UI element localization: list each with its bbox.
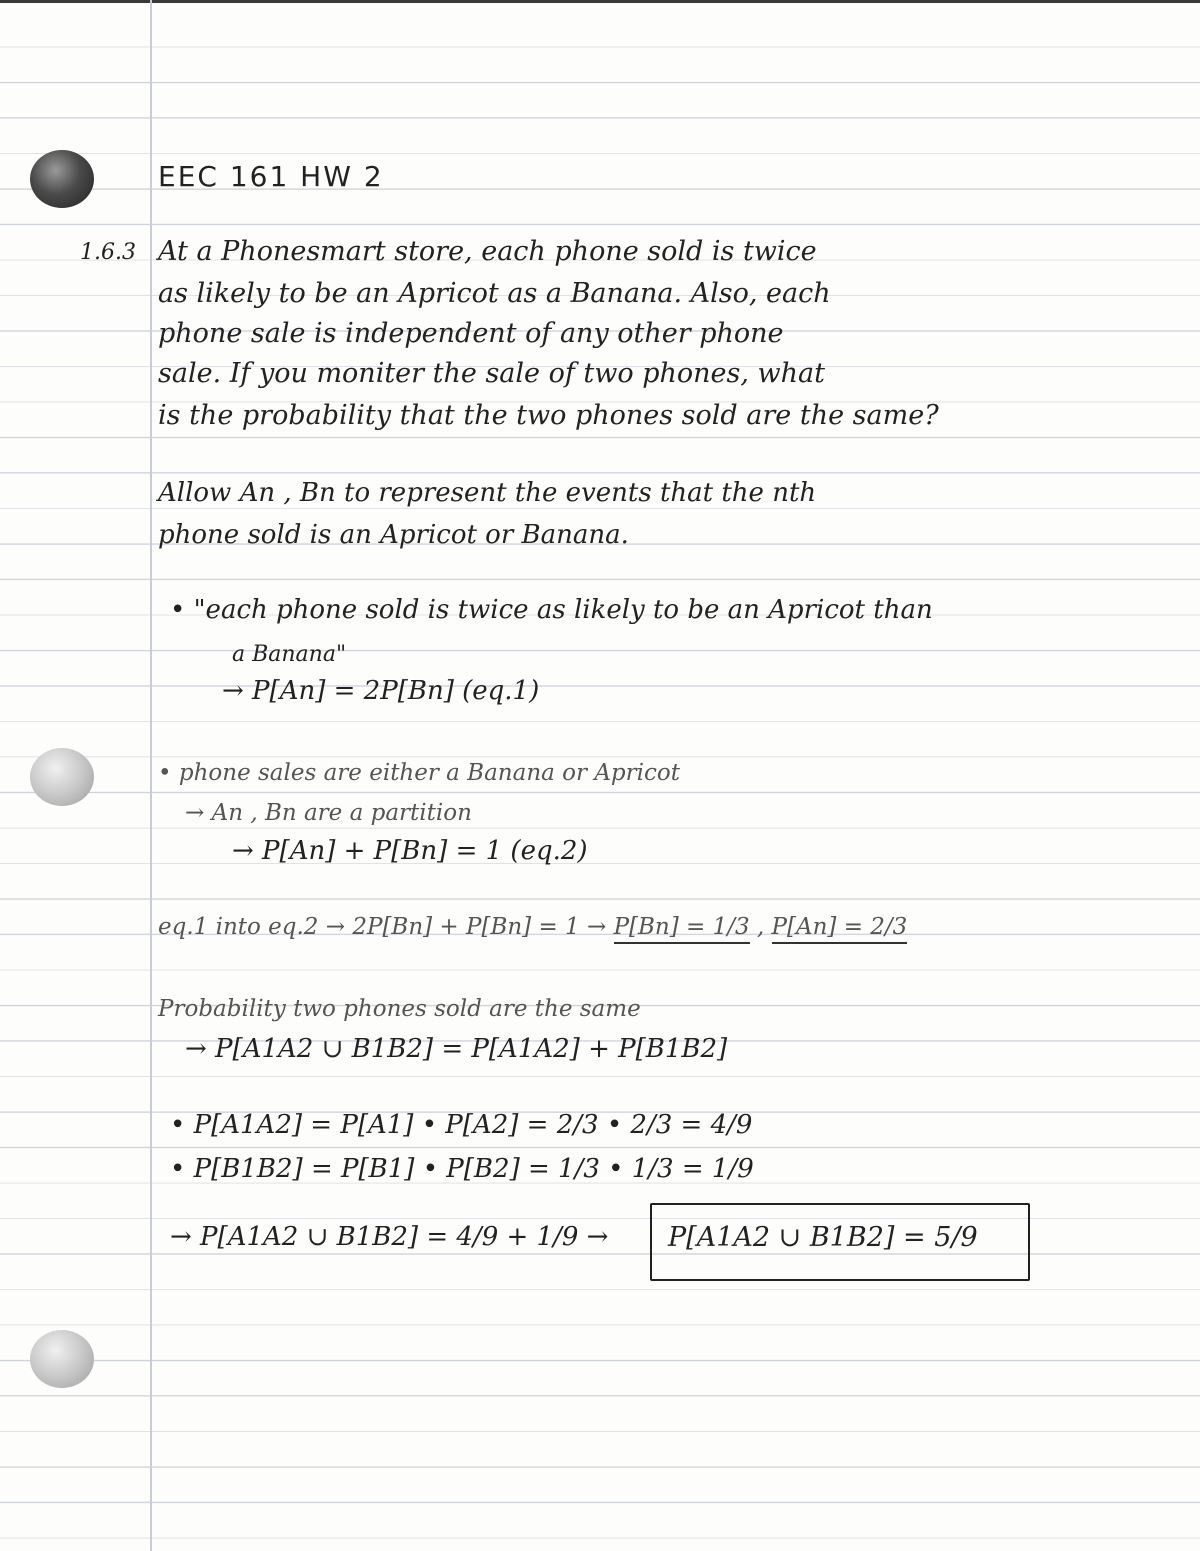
- binder-hole-icon: [30, 748, 94, 806]
- union-equation: → P[A1A2 ∪ B1B2] = P[A1A2] + P[B1B2]: [185, 1034, 728, 1064]
- bullet-text: → An , Bn are a partition: [185, 800, 472, 826]
- definition-line: Allow An , Bn to represent the events that the nth: [158, 478, 817, 508]
- problem-line: as likely to be an Apricot as a Banana. Also, each: [158, 278, 831, 309]
- separator: ,: [749, 914, 772, 940]
- binder-hole-icon: [30, 150, 94, 208]
- substitution-text: eq.1 into eq.2 → 2P[Bn] + P[Bn] = 1 →: [158, 914, 614, 940]
- product-line: • P[A1A2] = P[A1] • P[A2] = 2/3 • 2/3 = 4/9: [170, 1110, 753, 1140]
- margin-line: [150, 0, 152, 1551]
- bullet-quote: • "each phone sold is twice as likely to be an Apricot than: [170, 595, 933, 625]
- final-line: → P[A1A2 ∪ B1B2] = 4/9 + 1/9 →: [170, 1222, 609, 1252]
- top-edge: [0, 0, 1200, 3]
- bullet-text: • phone sales are either a Banana or Apricot: [158, 760, 680, 786]
- definition-line: phone sold is an Apricot or Banana.: [158, 520, 629, 550]
- binder-hole-icon: [30, 1330, 94, 1388]
- equation-1: → P[An] = 2P[Bn] (eq.1): [222, 676, 540, 706]
- problem-line: sale. If you moniter the sale of two phones, what: [158, 358, 825, 389]
- result-a: P[An] = 2/3: [772, 914, 908, 944]
- final-answer: P[A1A2 ∪ B1B2] = 5/9: [668, 1222, 978, 1253]
- problem-line: is the probability that the two phones sold are the same?: [158, 400, 939, 431]
- problem-number: 1.6.3: [80, 240, 136, 265]
- problem-line: phone sale is independent of any other phone: [158, 318, 784, 349]
- substitution-line: [158, 914, 907, 940]
- page-title: EEC 161 HW 2: [158, 160, 384, 193]
- equation-2: → P[An] + P[Bn] = 1 (eq.2): [232, 836, 588, 866]
- bullet-quote: a Banana": [232, 642, 347, 667]
- problem-line: At a Phonesmart store, each phone sold is twice: [158, 236, 817, 267]
- result-b: P[Bn] = 1/3: [614, 914, 750, 944]
- section-heading: Probability two phones sold are the same: [158, 996, 641, 1022]
- product-line: • P[B1B2] = P[B1] • P[B2] = 1/3 • 1/3 = 1/9: [170, 1154, 754, 1184]
